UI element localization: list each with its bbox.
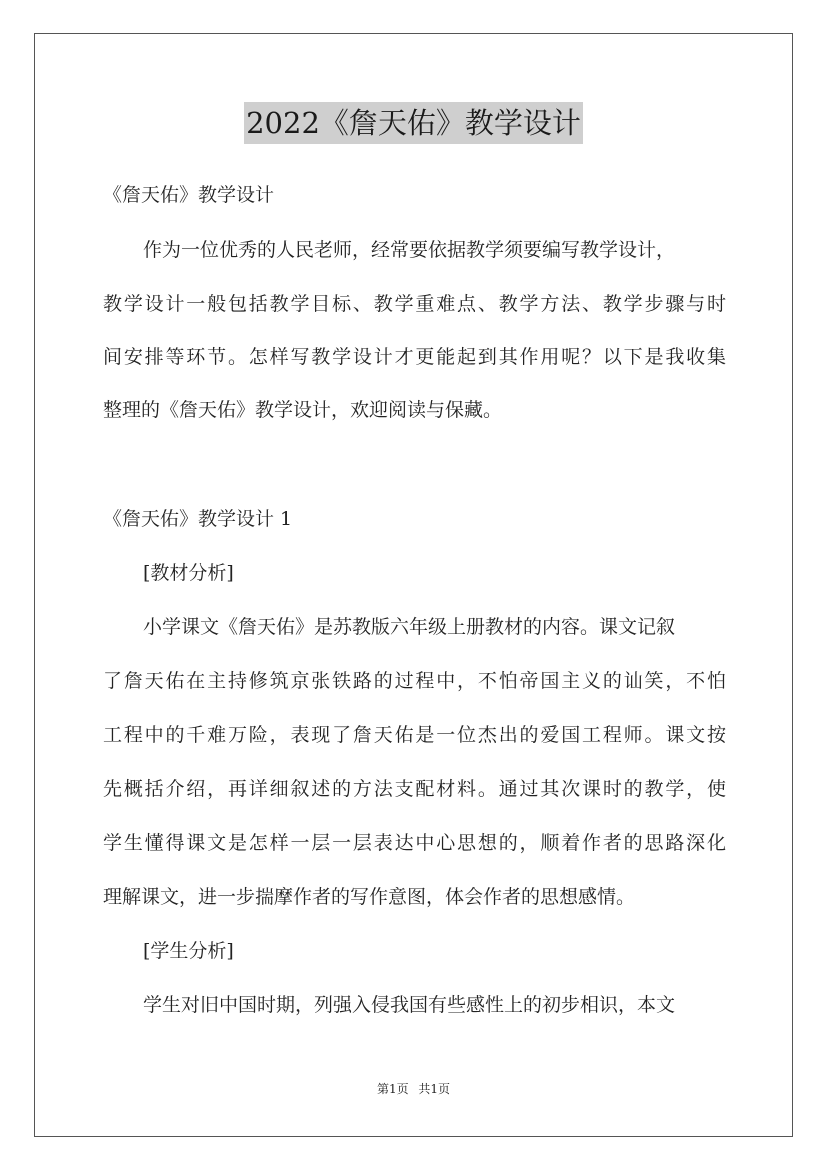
intro-line-4: 整理的《詹天佑》教学设计，欢迎阅读与保藏。 xyxy=(103,399,503,421)
intro-line-2: 教学设计一般包括教学目标、教学重难点、教学方法、教学步骤与时 xyxy=(103,293,726,315)
page-footer: 第1页 共1页 xyxy=(376,1082,451,1096)
student-line-1: 学生对旧中国时期，列强入侵我国有些感性上的初步相识，本文 xyxy=(143,994,676,1016)
textbook-line-4: 先概括介绍，再详细叙述的方法支配材料。通过其次课时的教学，使 xyxy=(103,778,726,800)
textbook-line-5: 学生懂得课文是怎样一层一层表达中心思想的，顺着作者的思路深化 xyxy=(103,832,726,854)
student-analysis-heading: [学生分析] xyxy=(143,940,234,962)
textbook-analysis-heading: [教材分析] xyxy=(143,562,234,584)
section-heading: 《詹天佑》教学设计 1 xyxy=(103,508,293,530)
intro-line-1: 作为一位优秀的人民老师，经常要依据教学须要编写教学设计， xyxy=(143,239,676,261)
textbook-line-2: 了詹天佑在主持修筑京张铁路的过程中，不怕帝国主义的讪笑，不怕 xyxy=(103,670,726,692)
document-title: 2022《詹天佑》教学设计 xyxy=(244,102,583,144)
document-subtitle: 《詹天佑》教学设计 xyxy=(103,184,275,206)
textbook-line-3: 工程中的千难万险，表现了詹天佑是一位杰出的爱国工程师。课文按 xyxy=(103,724,726,746)
textbook-line-1: 小学课文《詹天佑》是苏教版六年级上册教材的内容。课文记叙 xyxy=(143,616,676,638)
textbook-line-6: 理解课文，进一步揣摩作者的写作意图，体会作者的思想感情。 xyxy=(103,886,636,908)
title-container xyxy=(0,102,827,144)
intro-line-3: 间安排等环节。怎样写教学设计才更能起到其作用呢？以下是我收集 xyxy=(103,346,726,368)
